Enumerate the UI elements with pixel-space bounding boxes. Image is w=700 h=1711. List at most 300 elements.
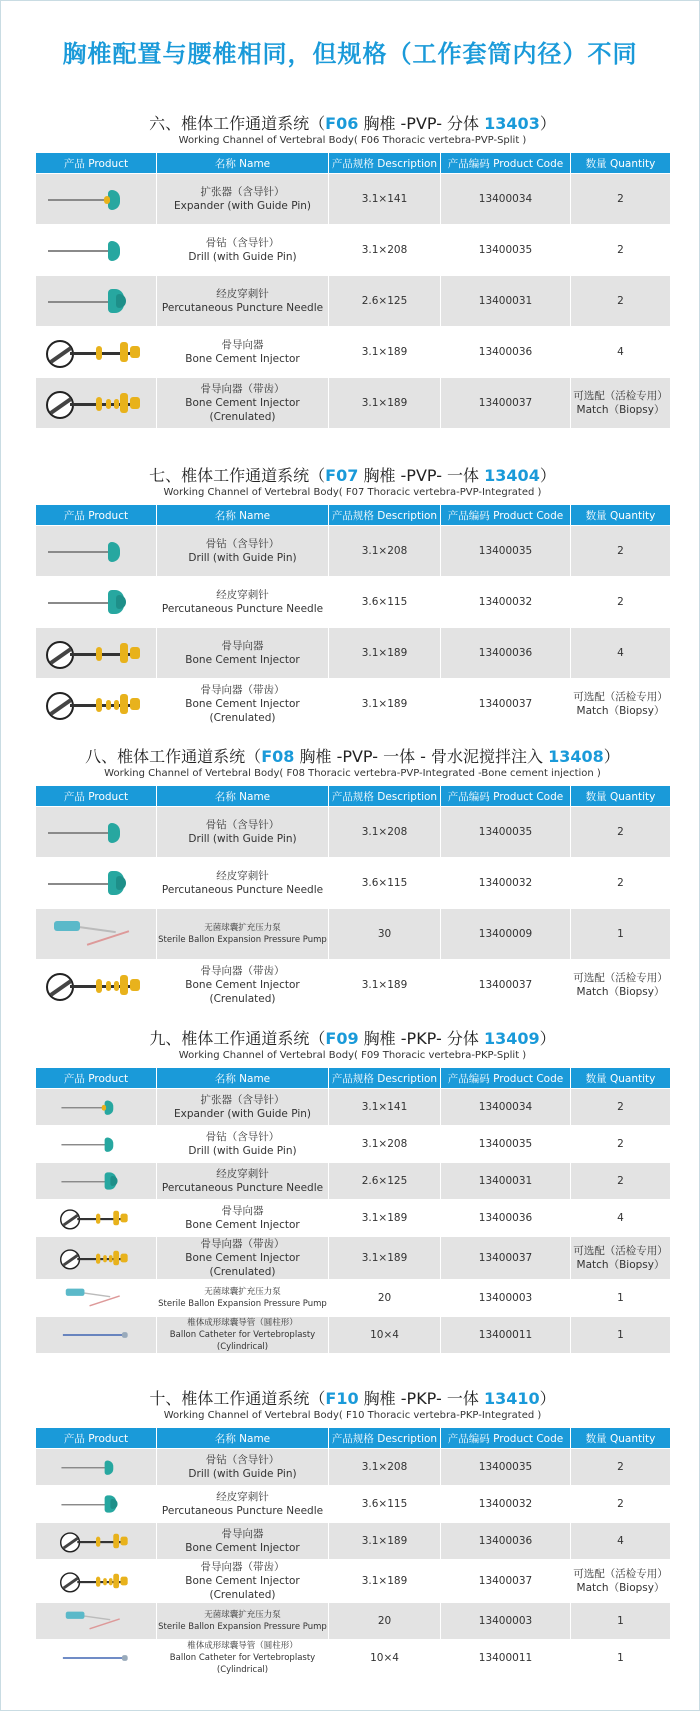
product-name-cn: 经皮穿刺针 xyxy=(216,870,269,882)
product-quantity xyxy=(571,276,671,327)
product-image-cell xyxy=(36,1449,157,1486)
product-name-cn: 骨导向器（带齿） xyxy=(200,383,285,395)
product-quantity xyxy=(571,1486,671,1523)
product-name-cell xyxy=(157,960,329,1011)
product-image-cell xyxy=(36,1640,157,1677)
heading-number: 13408 xyxy=(548,747,604,766)
section-f06 xyxy=(35,114,700,429)
product-table xyxy=(35,1427,671,1677)
product-name-cell xyxy=(157,526,329,577)
header-code: 产品编码 Product Code xyxy=(441,1428,571,1449)
table-row xyxy=(36,1640,671,1677)
product-name-en: Bone Cement Injector xyxy=(185,1219,300,1231)
quantity-value: 1 xyxy=(617,1292,624,1304)
needle-icon xyxy=(46,868,146,898)
drill-icon xyxy=(46,536,146,566)
product-code: 13400037 xyxy=(441,679,571,730)
product-name-cell xyxy=(157,1486,329,1523)
product-name-en: Percutaneous Puncture Needle xyxy=(161,603,324,615)
product-quantity xyxy=(571,1640,671,1677)
product-quantity xyxy=(571,1449,671,1486)
table-row xyxy=(36,909,671,960)
product-quantity xyxy=(571,1089,671,1126)
product-code: 13400036 xyxy=(441,1523,571,1560)
product-name-en: Percutaneous Puncture Needle xyxy=(161,302,324,314)
quantity-note: Match（Biopsy） xyxy=(576,705,665,717)
quantity-value: 2 xyxy=(617,193,624,205)
product-spec: 3.1×189 xyxy=(329,1523,441,1560)
table-row xyxy=(36,378,671,429)
header-name: 名称 Name xyxy=(157,153,329,174)
product-code: 13400009 xyxy=(441,909,571,960)
product-name-cell xyxy=(157,1449,329,1486)
injector-crenulated-icon xyxy=(46,689,146,719)
product-quantity xyxy=(571,807,671,858)
needle-icon xyxy=(46,286,146,316)
header-name: 名称 Name xyxy=(157,1428,329,1449)
product-code: 13400036 xyxy=(441,628,571,679)
product-code: 13400037 xyxy=(441,960,571,1011)
product-name-cell xyxy=(157,679,329,730)
header-code: 产品编码 Product Code xyxy=(441,1068,571,1089)
product-image-cell xyxy=(36,1486,157,1523)
product-name-cell xyxy=(157,1640,329,1677)
product-spec: 3.1×189 xyxy=(329,628,441,679)
product-quantity xyxy=(571,577,671,628)
table-row xyxy=(36,807,671,858)
product-code: 13400035 xyxy=(441,1449,571,1486)
quantity-value: 可选配（活检专用） xyxy=(573,390,668,402)
section-subheading: Working Channel of Vertebral Body( F10 Thoracic vertebra-PKP-Integrated ) xyxy=(163,1410,542,1421)
heading-code: F07 xyxy=(325,466,359,485)
header-name: 名称 Name xyxy=(157,786,329,807)
product-spec: 10×4 xyxy=(329,1640,441,1677)
heading-number: 13404 xyxy=(484,466,540,485)
product-name-en: Drill (with Guide Pin) xyxy=(188,552,297,564)
product-quantity xyxy=(571,858,671,909)
header-description: 产品规格 Description xyxy=(329,153,441,174)
header-product: 产品 Product xyxy=(36,786,157,807)
product-name-cell xyxy=(157,1089,329,1126)
product-code: 13400035 xyxy=(441,526,571,577)
quantity-value: 1 xyxy=(617,928,624,940)
product-name-en: Ballon Catheter for Vertebroplasty (Cylindrical) xyxy=(169,1330,316,1352)
product-image-cell xyxy=(36,1089,157,1126)
product-code: 13400036 xyxy=(441,327,571,378)
quantity-note: Match（Biopsy） xyxy=(576,1582,665,1594)
pressure-pump-icon xyxy=(46,919,146,949)
quantity-value: 4 xyxy=(617,1212,624,1224)
header-row xyxy=(36,1068,671,1089)
product-name-cn: 经皮穿刺针 xyxy=(216,1491,269,1503)
quantity-value: 4 xyxy=(617,346,624,358)
product-name-en: Drill (with Guide Pin) xyxy=(188,1468,297,1480)
header-quantity: 数量 Quantity xyxy=(571,1428,671,1449)
product-quantity xyxy=(571,327,671,378)
product-spec: 3.1×189 xyxy=(329,1237,441,1280)
product-image-cell xyxy=(36,1560,157,1603)
table-row xyxy=(36,1126,671,1163)
product-name-en: Drill (with Guide Pin) xyxy=(188,833,297,845)
section-f09 xyxy=(35,1029,700,1354)
product-image-cell xyxy=(36,679,157,730)
product-spec: 3.1×208 xyxy=(329,807,441,858)
heading-code: F09 xyxy=(325,1029,359,1048)
product-name-cn: 经皮穿刺针 xyxy=(216,1168,269,1180)
header-quantity: 数量 Quantity xyxy=(571,1068,671,1089)
section-f07 xyxy=(35,466,700,730)
quantity-value: 可选配（活检专用） xyxy=(573,691,668,703)
section-subheading: Working Channel of Vertebral Body( F06 Thoracic vertebra-PVP-Split ) xyxy=(178,135,527,146)
product-spec: 10×4 xyxy=(329,1317,441,1354)
table-row xyxy=(36,1523,671,1560)
section-heading xyxy=(35,466,670,486)
product-image-cell xyxy=(36,1317,157,1354)
product-quantity xyxy=(571,1237,671,1280)
header-description: 产品规格 Description xyxy=(329,786,441,807)
product-table xyxy=(35,785,671,1011)
table-row xyxy=(36,276,671,327)
product-name-cn: 骨钻（含导针） xyxy=(205,237,280,249)
product-image-cell xyxy=(36,526,157,577)
heading-number: 13403 xyxy=(484,114,540,133)
product-name-cn: 骨导向器 xyxy=(221,1205,264,1217)
product-quantity xyxy=(571,1126,671,1163)
product-spec: 2.6×125 xyxy=(329,1163,441,1200)
header-row xyxy=(36,153,671,174)
balloon-catheter-icon xyxy=(60,1647,132,1669)
product-name-cell xyxy=(157,1126,329,1163)
product-name-cell xyxy=(157,909,329,960)
product-name-en: Sterile Ballon Expansion Pressure Pump xyxy=(158,935,327,945)
injector-icon xyxy=(46,638,146,668)
injector-icon xyxy=(60,1530,132,1552)
product-table xyxy=(35,1067,671,1354)
product-name-cn: 经皮穿刺针 xyxy=(216,288,269,300)
heading-middle: 胸椎 -PVP- 分体 xyxy=(358,114,485,133)
header-product: 产品 Product xyxy=(36,505,157,526)
product-code: 13400031 xyxy=(441,276,571,327)
quantity-value: 1 xyxy=(617,1652,624,1664)
product-name-cell xyxy=(157,1237,329,1280)
injector-icon xyxy=(60,1207,132,1229)
table-row xyxy=(36,628,671,679)
quantity-value: 2 xyxy=(617,545,624,557)
product-quantity xyxy=(571,526,671,577)
heading-suffix: ） xyxy=(539,1389,556,1408)
section-heading xyxy=(35,114,670,134)
drill-icon xyxy=(60,1456,132,1478)
product-name-en: Bone Cement Injector (Crenulated) xyxy=(185,1575,300,1601)
quantity-value: 1 xyxy=(617,1615,624,1627)
quantity-value: 2 xyxy=(617,1138,624,1150)
product-name-cn: 无菌球囊扩充压力泵 xyxy=(204,1287,281,1297)
header-product: 产品 Product xyxy=(36,1068,157,1089)
section-f10 xyxy=(35,1389,700,1677)
quantity-value: 2 xyxy=(617,295,624,307)
product-image-cell xyxy=(36,276,157,327)
product-name-cn: 骨导向器 xyxy=(221,1528,264,1540)
page-title: 胸椎配置与腰椎相同，但规格（工作套筒内径）不同 xyxy=(62,40,638,68)
table-row xyxy=(36,1317,671,1354)
expander-icon xyxy=(46,184,146,214)
table-row xyxy=(36,1163,671,1200)
product-quantity xyxy=(571,960,671,1011)
header-description: 产品规格 Description xyxy=(329,1428,441,1449)
product-name-cell xyxy=(157,1200,329,1237)
product-spec: 3.1×208 xyxy=(329,1449,441,1486)
table-row xyxy=(36,1560,671,1603)
table-row xyxy=(36,225,671,276)
product-spec: 30 xyxy=(329,909,441,960)
heading-prefix: 九、椎体工作通道系统（ xyxy=(149,1029,326,1048)
header-product: 产品 Product xyxy=(36,1428,157,1449)
product-name-cell xyxy=(157,225,329,276)
product-quantity xyxy=(571,679,671,730)
product-table xyxy=(35,152,671,429)
product-image-cell xyxy=(36,1126,157,1163)
section-subheading: Working Channel of Vertebral Body( F09 Thoracic vertebra-PKP-Split ) xyxy=(178,1050,527,1061)
product-name-cell xyxy=(157,1163,329,1200)
needle-icon xyxy=(46,587,146,617)
table-row xyxy=(36,960,671,1011)
section-heading xyxy=(35,747,670,767)
quantity-value: 4 xyxy=(617,647,624,659)
product-image-cell xyxy=(36,1280,157,1317)
product-name-cell xyxy=(157,327,329,378)
header-quantity: 数量 Quantity xyxy=(571,786,671,807)
product-code: 13400035 xyxy=(441,1126,571,1163)
product-image-cell xyxy=(36,225,157,276)
product-spec: 3.1×141 xyxy=(329,1089,441,1126)
quantity-value: 2 xyxy=(617,596,624,608)
product-name-cell xyxy=(157,1603,329,1640)
product-name-cell xyxy=(157,378,329,429)
table-row xyxy=(36,577,671,628)
product-spec: 3.1×189 xyxy=(329,1560,441,1603)
product-name-en: Percutaneous Puncture Needle xyxy=(161,884,324,896)
product-spec: 3.1×189 xyxy=(329,1200,441,1237)
product-code: 13400037 xyxy=(441,1560,571,1603)
product-quantity xyxy=(571,1200,671,1237)
product-name-en: Bone Cement Injector (Crenulated) xyxy=(185,979,300,1005)
product-quantity xyxy=(571,225,671,276)
product-name-cell xyxy=(157,174,329,225)
product-name-cn: 骨导向器 xyxy=(221,339,264,351)
product-quantity xyxy=(571,378,671,429)
product-name-cn: 骨导向器（带齿） xyxy=(200,1561,285,1573)
injector-crenulated-icon xyxy=(46,970,146,1000)
quantity-value: 2 xyxy=(617,1175,624,1187)
product-name-en: Bone Cement Injector xyxy=(185,654,300,666)
product-spec: 3.1×189 xyxy=(329,378,441,429)
product-spec: 3.1×189 xyxy=(329,960,441,1011)
product-quantity xyxy=(571,1603,671,1640)
product-name-en: Sterile Ballon Expansion Pressure Pump xyxy=(158,1299,327,1309)
header-code: 产品编码 Product Code xyxy=(441,505,571,526)
product-name-cn: 骨钻（含导针） xyxy=(205,819,280,831)
pressure-pump-icon xyxy=(60,1610,132,1632)
product-name-cell xyxy=(157,1317,329,1354)
header-description: 产品规格 Description xyxy=(329,505,441,526)
heading-prefix: 十、椎体工作通道系统（ xyxy=(149,1389,326,1408)
product-name-en: Bone Cement Injector xyxy=(185,1542,300,1554)
header-code: 产品编码 Product Code xyxy=(441,786,571,807)
quantity-value: 2 xyxy=(617,1461,624,1473)
product-quantity xyxy=(571,628,671,679)
product-quantity xyxy=(571,1163,671,1200)
product-spec: 20 xyxy=(329,1280,441,1317)
product-name-cn: 无菌球囊扩充压力泵 xyxy=(204,1610,281,1620)
product-name-cell xyxy=(157,807,329,858)
product-image-cell xyxy=(36,807,157,858)
product-name-cn: 扩张器（含导针） xyxy=(200,1094,285,1106)
product-name-en: Bone Cement Injector xyxy=(185,353,300,365)
product-code: 13400036 xyxy=(441,1200,571,1237)
product-name-cell xyxy=(157,577,329,628)
table-row xyxy=(36,1603,671,1640)
product-name-cn: 扩张器（含导针） xyxy=(200,186,285,198)
product-image-cell xyxy=(36,960,157,1011)
quantity-value: 2 xyxy=(617,877,624,889)
product-quantity xyxy=(571,1560,671,1603)
product-name-en: Bone Cement Injector (Crenulated) xyxy=(185,698,300,724)
product-quantity xyxy=(571,1523,671,1560)
heading-prefix: 七、椎体工作通道系统（ xyxy=(149,466,326,485)
product-name-cn: 椎体成形球囊导管（圆柱形） xyxy=(187,1641,298,1651)
product-code: 13400011 xyxy=(441,1317,571,1354)
table-row xyxy=(36,1280,671,1317)
product-quantity xyxy=(571,1317,671,1354)
table-row xyxy=(36,1089,671,1126)
product-name-en: Bone Cement Injector (Crenulated) xyxy=(185,1252,300,1278)
product-name-cn: 骨钻（含导针） xyxy=(205,538,280,550)
product-name-cell xyxy=(157,628,329,679)
product-name-cell xyxy=(157,1280,329,1317)
product-name-cn: 椎体成形球囊导管（圆柱形） xyxy=(187,1318,298,1328)
heading-code: F10 xyxy=(325,1389,359,1408)
product-image-cell xyxy=(36,1603,157,1640)
injector-icon xyxy=(46,337,146,367)
heading-suffix: ） xyxy=(539,114,556,133)
product-name-cn: 骨导向器（带齿） xyxy=(200,965,285,977)
quantity-note: Match（Biopsy） xyxy=(576,986,665,998)
product-name-cell xyxy=(157,276,329,327)
product-code: 13400031 xyxy=(441,1163,571,1200)
heading-middle: 胸椎 -PKP- 分体 xyxy=(358,1029,484,1048)
product-name-cell xyxy=(157,858,329,909)
product-spec: 2.6×125 xyxy=(329,276,441,327)
product-spec: 3.1×189 xyxy=(329,679,441,730)
product-image-cell xyxy=(36,1163,157,1200)
product-quantity xyxy=(571,1280,671,1317)
header-description: 产品规格 Description xyxy=(329,1068,441,1089)
balloon-catheter-icon xyxy=(60,1324,132,1346)
product-spec: 3.1×141 xyxy=(329,174,441,225)
expander-icon xyxy=(60,1096,132,1118)
product-image-cell xyxy=(36,378,157,429)
product-image-cell xyxy=(36,174,157,225)
product-name-en: Ballon Catheter for Vertebroplasty (Cylindrical) xyxy=(169,1653,316,1675)
heading-number: 13409 xyxy=(483,1029,540,1048)
table-row xyxy=(36,858,671,909)
header-row xyxy=(36,505,671,526)
section-heading xyxy=(35,1389,670,1409)
needle-icon xyxy=(60,1170,132,1192)
heading-suffix: ） xyxy=(539,466,556,485)
product-name-cn: 骨导向器（带齿） xyxy=(200,1238,285,1250)
heading-middle: 胸椎 -PKP- 一体 xyxy=(358,1389,484,1408)
product-image-cell xyxy=(36,577,157,628)
section-subheading: Working Channel of Vertebral Body( F08 Thoracic vertebra-PVP-Integrated -Bone cement injection ) xyxy=(104,768,601,779)
header-quantity: 数量 Quantity xyxy=(571,153,671,174)
heading-code: F08 xyxy=(261,747,295,766)
product-name-en: Bone Cement Injector (Crenulated) xyxy=(185,397,300,423)
header-product: 产品 Product xyxy=(36,153,157,174)
product-code: 13400035 xyxy=(441,225,571,276)
product-code: 13400011 xyxy=(441,1640,571,1677)
header-quantity: 数量 Quantity xyxy=(571,505,671,526)
product-image-cell xyxy=(36,628,157,679)
heading-prefix: 六、椎体工作通道系统（ xyxy=(149,114,326,133)
section-heading xyxy=(35,1029,670,1049)
injector-crenulated-icon xyxy=(60,1247,132,1269)
product-quantity xyxy=(571,909,671,960)
table-row xyxy=(36,1449,671,1486)
product-name-en: Percutaneous Puncture Needle xyxy=(161,1182,324,1194)
quantity-value: 可选配（活检专用） xyxy=(573,1568,668,1580)
section-f08 xyxy=(35,747,700,1011)
heading-suffix: ） xyxy=(539,1029,556,1048)
product-image-cell xyxy=(36,909,157,960)
product-image-cell xyxy=(36,1200,157,1237)
table-row xyxy=(36,1200,671,1237)
drill-icon xyxy=(46,235,146,265)
product-spec: 3.6×115 xyxy=(329,1486,441,1523)
heading-middle: 胸椎 -PVP- 一体 xyxy=(358,466,485,485)
header-row xyxy=(36,786,671,807)
product-code: 13400032 xyxy=(441,577,571,628)
product-name-en: Sterile Ballon Expansion Pressure Pump xyxy=(158,1622,327,1632)
table-row xyxy=(36,1237,671,1280)
product-name-cn: 经皮穿刺针 xyxy=(216,589,269,601)
quantity-value: 2 xyxy=(617,244,624,256)
table-row xyxy=(36,679,671,730)
product-name-cn: 骨导向器 xyxy=(221,640,264,652)
quantity-value: 4 xyxy=(617,1535,624,1547)
product-name-cn: 骨导向器（带齿） xyxy=(200,684,285,696)
product-spec: 3.1×208 xyxy=(329,526,441,577)
product-image-cell xyxy=(36,858,157,909)
header-name: 名称 Name xyxy=(157,505,329,526)
heading-suffix: ） xyxy=(603,747,620,766)
section-subheading: Working Channel of Vertebral Body( F07 Thoracic vertebra-PVP-Integrated ) xyxy=(163,487,542,498)
product-code: 13400035 xyxy=(441,807,571,858)
table-row xyxy=(36,526,671,577)
product-code: 13400032 xyxy=(441,1486,571,1523)
product-name-cell xyxy=(157,1560,329,1603)
header-row xyxy=(36,1428,671,1449)
product-name-cn: 骨钻（含导针） xyxy=(205,1454,280,1466)
injector-crenulated-icon xyxy=(46,388,146,418)
heading-code: F06 xyxy=(325,114,359,133)
product-name-cn: 无菌球囊扩充压力泵 xyxy=(204,923,281,933)
heading-middle: 胸椎 -PVP- 一体 - 骨水泥搅拌注入 xyxy=(294,747,549,766)
product-spec: 3.1×208 xyxy=(329,225,441,276)
injector-crenulated-icon xyxy=(60,1570,132,1592)
product-spec: 3.1×189 xyxy=(329,327,441,378)
product-code: 13400003 xyxy=(441,1603,571,1640)
